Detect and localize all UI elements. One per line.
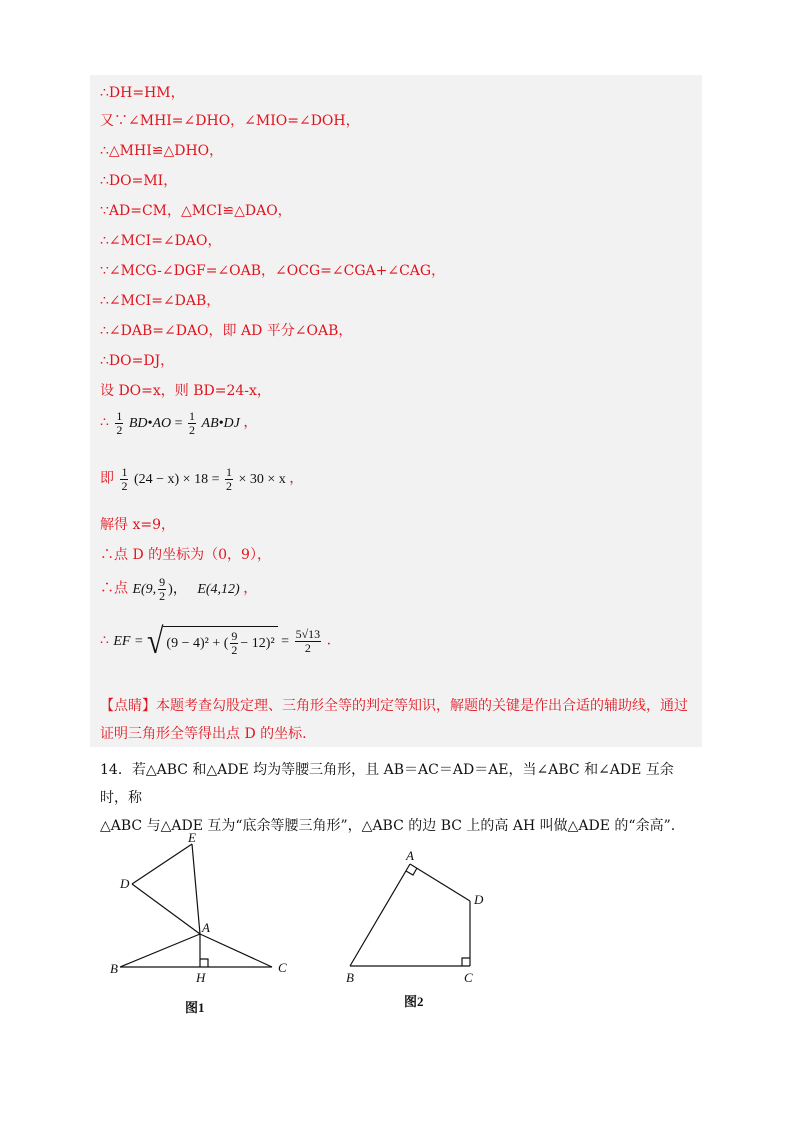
fig1-label-c: C: [278, 960, 287, 975]
solve-line: 解得 x=9，: [100, 517, 175, 533]
figure-2-caption: 图2: [404, 994, 424, 1009]
solution-line-3: ∴△MHI≌△DHO，: [100, 143, 224, 159]
problem-14: [100, 756, 700, 840]
e2-label: E(4,12): [197, 581, 240, 597]
e1-den: 2: [159, 589, 166, 603]
point-d-line: ∴点 D 的坐标为（0，9），: [100, 547, 271, 563]
figure-1-caption: 图1: [185, 1000, 205, 1015]
fig1-label-a: A: [202, 920, 210, 935]
ef-suffix: .: [326, 632, 332, 649]
sqrt-icon: √ (9 − 4)² + ( $\frac{9}{2}$ − 12)²: [147, 626, 278, 657]
edge-da: [132, 884, 200, 934]
fig1-label-b: B: [110, 961, 118, 976]
edge-ed: [132, 844, 192, 884]
equation-area: ∴ $\frac{1}{2}$ BD•AO = $\frac{1}{2}$ AB•DJ ，: [100, 409, 258, 437]
eq1-half-right: $\frac{1}{2}$: [189, 409, 196, 437]
figure-2: [340, 846, 510, 1016]
solution-line-4: ∴DO=MI，: [100, 173, 178, 189]
problem-text-1: 若△ABC 和△ADE 均为等腰三角形，且 AB＝AC＝AD＝AE，当∠ABC 和∠ADE 互余时，称: [100, 762, 674, 806]
fig2-label-d: D: [474, 892, 484, 907]
eq1-left: BD•AO: [128, 415, 172, 431]
solution-line-9: ∴∠DAB=∠DAO，即 AD 平分∠OAB，: [100, 323, 353, 339]
remark: [100, 692, 698, 748]
remark-text: 本题考查勾股定理、三角形全等的判定等知识，解题的关键是作出合适的辅助线，通过证明三角形全等得出点 D 的坐标.: [100, 698, 688, 742]
ef-line: ∴ EF = √ (9 − 4)² + ( $\frac{9}{2}$ − 12)² = $\frac{5√13}{2}$ .: [100, 621, 332, 661]
eq2-suffix: ，: [289, 470, 304, 487]
ef-result-num: 5√13: [295, 627, 321, 641]
ef-radicand-2: − 12)²: [240, 635, 275, 651]
points-e-suffix: ，: [243, 580, 258, 597]
remark-tag: 【点睛】: [100, 698, 156, 714]
ef-radicand: (9 − 4)² + (: [166, 635, 229, 651]
fig1-label-e: E: [188, 832, 196, 845]
e1-label: E(9,: [132, 581, 157, 597]
solution-line-10: ∴DO=DJ，: [100, 353, 175, 369]
eq2-prefix: 即: [100, 470, 114, 487]
edge-ac: [200, 934, 272, 967]
e1-num: 9: [159, 575, 166, 589]
figure-1: [100, 832, 310, 1022]
eq1-suffix: ，: [243, 414, 258, 431]
problem-line-1: [100, 756, 700, 812]
edge-ba: [120, 934, 200, 967]
fig1-label-h: H: [196, 970, 206, 985]
solution-line-11: 设 DO=x，则 BD=24-x，: [100, 383, 271, 399]
fig2-label-a: A: [406, 848, 414, 863]
ef-prefix: ∴: [100, 632, 109, 649]
edge-ea: [192, 844, 200, 934]
edge-ad: [410, 864, 470, 901]
problem-number: 14．: [100, 762, 132, 778]
ef-result-den: 2: [304, 641, 311, 655]
points-e-line: ∴点 E(9, $\frac{9}{2}$ )， E(4,12) ，: [100, 575, 258, 603]
eq1-half-left: $\frac{1}{2}$: [116, 409, 123, 437]
solution-line-2: 又∵∠MHI=∠DHO，∠MIO=∠DOH，: [100, 113, 360, 129]
solution-line-5: ∵AD=CM，△MCI≌△DAO，: [100, 203, 292, 219]
right-angle-mark-c: [462, 958, 470, 966]
right-angle-mark: [200, 959, 208, 967]
edge-ba: [350, 864, 410, 966]
eq1-right: AB•DJ: [201, 415, 240, 431]
fig2-label-b: B: [346, 970, 354, 985]
eq2-left: (24 − x) × 18: [133, 471, 209, 487]
solution-line-8: ∴∠MCI=∠DAB，: [100, 293, 221, 309]
points-e-prefix: ∴点: [100, 580, 128, 597]
solution-line-7: ∵∠MCG-∠DGF=∠OAB，∠OCG=∠CGA+∠CAG，: [100, 263, 446, 279]
equation-2: 即 $\frac{1}{2}$ (24 − x) × 18 = $\frac{1}{2}$ × 30 × x ，: [100, 465, 304, 493]
solution-line-6: ∴∠MCI=∠DAO，: [100, 233, 222, 249]
eq2-right: × 30 × x: [238, 471, 286, 487]
solution-line-1: ∴DH=HM，: [100, 85, 185, 101]
ef-lhs: EF =: [113, 633, 144, 649]
eq1-prefix: ∴: [100, 414, 109, 431]
fig1-label-d: D: [120, 876, 130, 891]
fig2-label-c: C: [464, 970, 473, 985]
problem-line-2: △ABC 与△ADE 互为“底余等腰三角形”，△ABC 的边 BC 上的高 AH 叫做△ADE 的“余高”.: [100, 818, 676, 834]
